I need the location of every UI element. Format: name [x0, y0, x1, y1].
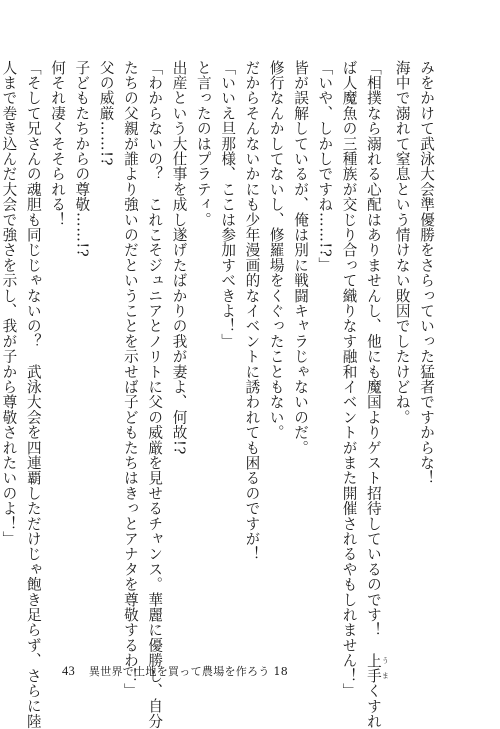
text-line: 「わからないの？ これこそジュニアとノリトに父の威厳を見せるチャンス。華麗に優勝し、自分 — [146, 60, 164, 729]
text-line: と言ったのはプラティ。 — [194, 60, 212, 228]
text-line: だからそんないかにも少年漫画的なイベントに誘われても困るのですが！ — [243, 60, 261, 562]
ruby-reading: うま — [381, 652, 390, 684]
text-line: 人まで巻き込んだ大会で強さを示し、我が子から尊敬されたいのよ！」 — [0, 60, 18, 547]
ruby-annotation: 上手 うま — [364, 652, 390, 684]
text-line: 「そして兄さんの魂胆も同じじゃないの？ 武泳大会を四連覇しただけじゃ飽き足らず、さらに陸 — [24, 60, 42, 729]
text-line: 修行なんかしてないし、修羅場をくぐったこともない。 — [267, 60, 285, 440]
page-number: 43 — [62, 664, 76, 678]
text-line: 皆が誤解しているが、俺は別に戦闘キャラじゃないのだ。 — [292, 60, 310, 456]
text-line: 「相撲なら溺れる心配はありませんし、他にも魔国よりゲスト招待しているのです！ 上手 うまくすれ — [364, 60, 390, 729]
text-line: 「いいえ旦那様、ここは参加すべきよ！」 — [219, 60, 237, 349]
text-line: 父の威厳……!? — [97, 60, 115, 167]
text-line: 出産という大仕事を成し遂げたばかりの我が妻よ、何故!? — [170, 60, 188, 455]
text-line: 子どもたちからの尊敬……!? — [73, 60, 91, 258]
text-line: みをかけて武泳大会準優勝をさらっていった猛者ですからな！ — [418, 60, 435, 486]
text-line: 何それ凄くそそられる！ — [49, 60, 67, 228]
text-line: たちの父親が誰より強いのだということを示せば子どもたちはきっとアナタを尊敬するわ！」 — [121, 60, 139, 699]
text-line: 「いや、しかしですね……!?」 — [316, 60, 334, 273]
book-title: 異世界で土地を買って農場を作ろう 18 — [88, 665, 289, 678]
text-line: 海中で溺れて窒息という情けない敗因でしたけどね。 — [393, 60, 411, 425]
text-line: ば人魔魚の三種族が交じり合って織りなす融和イベントがまた開催されるやもしれません！」 — [340, 60, 358, 699]
page-footer — [62, 663, 288, 679]
